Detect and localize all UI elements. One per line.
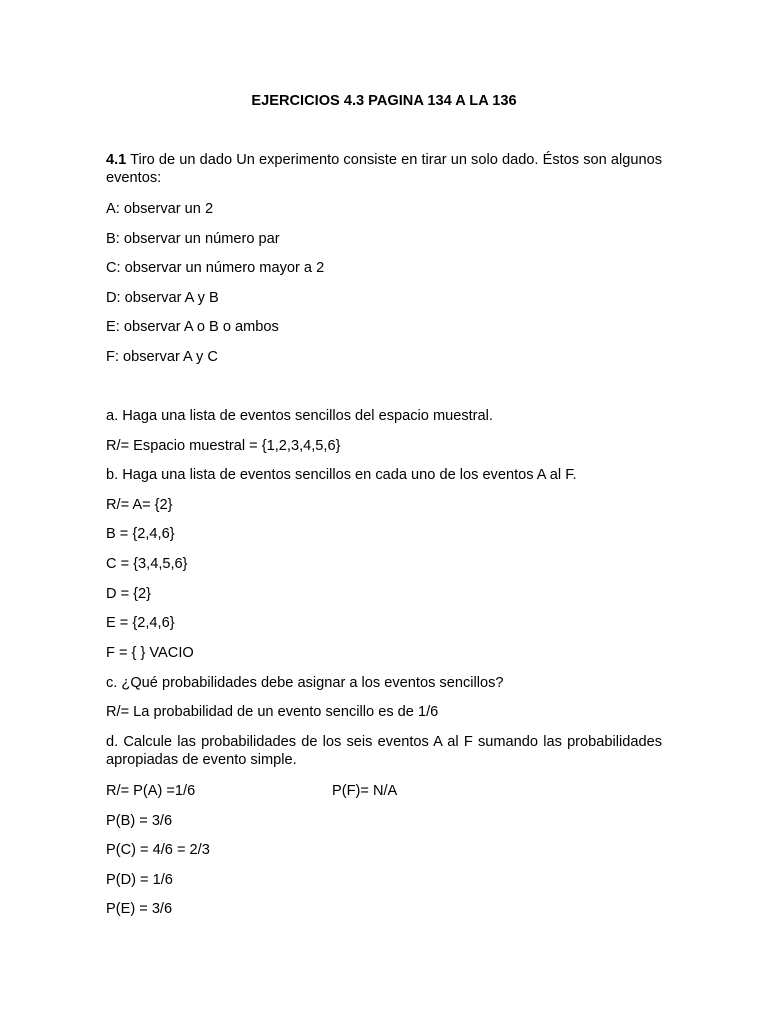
part-b-answer-c: C = {3,4,5,6} [106,556,188,572]
part-b-question: b. Haga una lista de eventos sencillos en cada uno de los eventos A al F. [106,467,577,483]
event-f: F: observar A y C [106,349,218,365]
part-b-answer-d: D = {2} [106,586,152,602]
part-b-answer-b: B = {2,4,6} [106,526,175,542]
part-d-answer-e: P(E) = 3/6 [106,901,173,917]
part-d-question: d. Calcule las probabilidades de los seis eventos A al F sumando las probabilidades apropiadas de evento simple. [106,734,662,768]
event-b: B: observar un número par [106,231,280,247]
part-b-answer-e: E = {2,4,6} [106,615,175,631]
event-c: C: observar un número mayor a 2 [106,260,325,276]
part-a-question: a. Haga una lista de eventos sencillos del espacio muestral. [106,408,493,424]
document-title: EJERCICIOS 4.3 PAGINA 134 A LA 136 [251,93,517,109]
part-a-answer: R/= Espacio muestral = {1,2,3,4,5,6} [106,438,341,454]
part-d-answer-c: P(C) = 4/6 = 2/3 [106,842,210,858]
part-c-question: c. ¿Qué probabilidades debe asignar a los eventos sencillos? [106,675,504,691]
part-b-answer-f: F = { } VACIO [106,645,194,661]
event-d: D: observar A y B [106,290,219,306]
part-b-answer-a: R/= A= {2} [106,497,173,513]
part-d-answer-f: P(F)= N/A [332,783,398,799]
part-d-answer-d: P(D) = 1/6 [106,872,173,888]
part-c-answer: R/= La probabilidad de un evento sencillo es de 1/6 [106,704,439,720]
problem-intro [106,151,662,187]
event-a: A: observar un 2 [106,201,214,217]
problem-intro-text: Tiro de un dado Un experimento consiste en tirar un solo dado. Éstos son algunos eventos: [106,152,663,186]
part-d-answer-b: P(B) = 3/6 [106,813,173,829]
event-e: E: observar A o B o ambos [106,319,279,335]
part-d-answer-a: R/= P(A) =1/6 [106,783,196,799]
problem-number: 4.1 [106,152,127,168]
